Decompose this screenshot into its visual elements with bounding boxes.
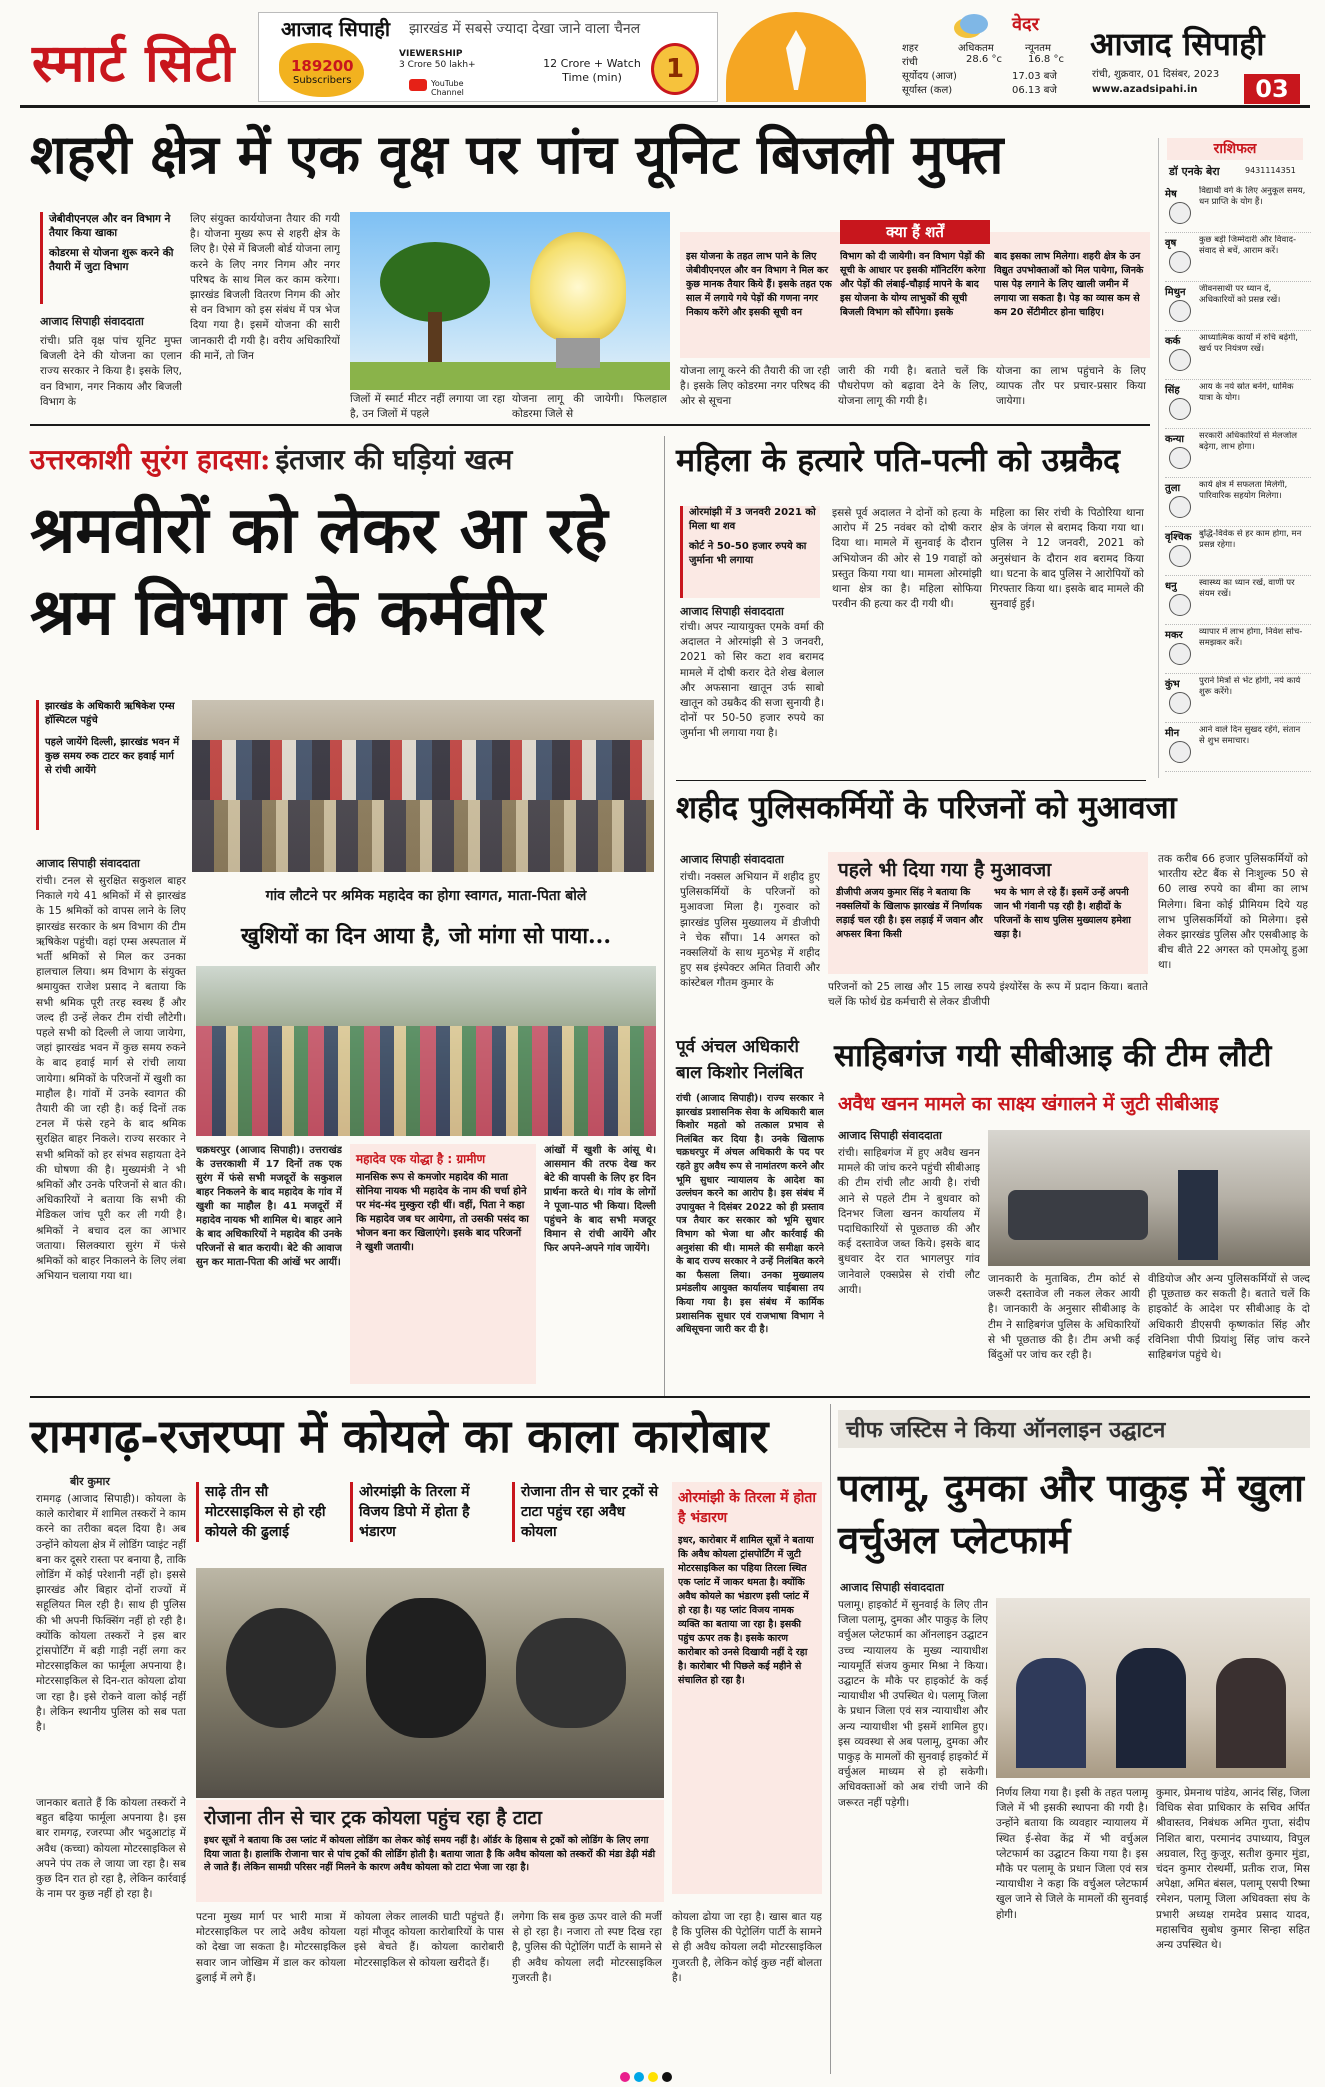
court-col-3: कुमार, प्रेमनाथ पांडेय, आनंद सिंह, जिला विधिक सेवा प्राधिकार के सचिव अर्पित श्रीवास्तव, निबंधक अमित गुप्ता, संदीप निशित बारा, परमानंद उपाध्याय, विपुल अग्रवाल, रितु कुजूर, सतीश कुमार मुंडा, चंदन कुमार रोस्थर्मी, प्रतीक राज, मिस अपेक्षा, अमित बंसल, पलामू एसपी रिष्मा रमेशन, पलामू जिला अधिवक्ता संघ के प्रभारी अध्यक्ष रामदेव प्रसाद यादव, महासचिव सुबोध कुमार सिन्हा सहित अन्य उपस्थित थे।	[1156, 1787, 1310, 1952]
rashi-text: आध्यात्मिक कार्यों में रुचि बढ़ेगी, खर्च पर नियंत्रण रखें।	[1199, 333, 1298, 354]
rashi-text: आने वाले दिन सुखद रहेंगे, संतान से शुभ समाचार।	[1199, 725, 1301, 746]
divider	[30, 424, 1150, 426]
divider	[676, 780, 1146, 781]
weather-min: 16.8 °c	[1028, 54, 1064, 65]
rashi-item	[1165, 282, 1311, 331]
purv-col: रांची (आजाद सिपाही)। राज्य सरकार ने झारखंड प्रशासनिक सेवा के अधिकारी बाल किशोर महतो को तत्काल प्रभाव से निलंबित कर दिया है। उनके खिलाफ चक्रधरपुर में अंचल अधिकारी के पद पर रहते हुए अवैध रूप से नामांतरण करने और भूमि सुधार न्यायालय के आदेश का उल्लंघन करने का आरोप है। इस संबंध में उपायुक्त ने दिसंबर 2022 को ही प्रस्ताव पत्र तैयार कर सरकार को भूमि सुधार विभाग को भेजा था और कार्रवाई की अनुशंसा की थी। मामले की समीक्षा करने के बाद राज्य सरकार ने उन्हें निलंबित करने का फैसला लिया। उनका मुख्यालय प्रमंडलीय आयुक्त कार्यालय चाईबासा तय किया गया है। इस संबंध में कार्मिक प्रशासनिक सुधार एवं राजभाषा विभाग ने अधिसूचना जारी कर दी है।	[676, 1093, 824, 1336]
rashi-item	[1165, 674, 1311, 723]
promo-brand: आजाद सिपाही	[281, 17, 391, 41]
lead-photo-caption-1: जिलों में स्मार्ट मीटर नहीं लगाया जा रहा है, उन जिलों में पहले	[350, 393, 505, 421]
coal-col-1: रामगढ़ (आजाद सिपाही)। कोयला के काले कारोबार में शामिल तस्करों ने काम करने का तरीका बदल दिया है। अब उन्होंने कोयला क्षेत्र में लोडिंग प्वाइंट नहीं बना कर दूसरे रास्ता पर बनाया है, ताकि लोडिंग में कोई परेशानी नहीं हो। इससे झारखंड और बिहार दोनों राज्यों में सहूलियत मिल रही है। साथ ही पुलिस की भी अपनी फिक्सिंग नहीं हो रही है। क्योंकि कोयला तस्करों ने इस बार ट्रांसपोर्टिंग में बड़ी गाड़ी नहीं लगा कर मोटरसाइकिल का फार्मूला अपनाया है। मोटरसाइकिल से दिन-रात कोयला ढोया जा रहा है। इसे रोकने वाला कोई नहीं है। लेकिन स्थानीय पुलिस को सब पता है।	[36, 1493, 186, 1734]
shart-box	[680, 223, 1150, 358]
section-title: स्मार्ट सिटी	[32, 33, 236, 94]
bulb-icon	[530, 232, 626, 342]
tunnel-headline: श्रमवीरों को लेकर आ रहे श्रम विभाग के कर्मवीर	[30, 493, 608, 650]
rashi-list	[1165, 184, 1311, 772]
channel-promo	[258, 12, 718, 102]
rashi-name: मिथुन	[1165, 287, 1186, 298]
rashi-text: जीवनसाथी पर ध्यान दें, अधिकारियों को प्रसन्न रखें।	[1199, 284, 1281, 305]
police-col-3: तक करीब 66 हजार पुलिसकर्मियों को भारतीय स्टेट बैंक से निःशुल्क 50 से 60 लाख रुपये का बीमा का लाभ मिलेगा। बिना कोई प्रीमियम दिये यह लाभ पुलिसकर्मियों को मिलेगा। इसे लेकर झारखंड पुलिस और एसबीआइ के बीच बीते 22 अगस्त को एमओयू हुआ था।	[1158, 853, 1308, 972]
rashi-item	[1165, 233, 1311, 282]
zodiac-icon	[1169, 741, 1191, 763]
police-inner-1: डीजीपी अजय कुमार सिंह ने बताया कि नक्सलियों के खिलाफ झारखंड में निर्णायक लड़ाई चल रही है। इस लड़ाई में जवान और अफसर बिना किसी	[836, 887, 983, 940]
mahadev-box	[350, 1144, 536, 1384]
cbi-sub: अवैध खनन मामले का साक्ष्य खंगालने में जुटी सीबीआइ	[838, 1093, 1219, 1115]
coal-sidebox	[672, 1482, 822, 1894]
tree-bulb-photo	[350, 212, 670, 390]
rashi-item	[1165, 184, 1311, 233]
subscribers-count: 189200	[291, 57, 354, 75]
rashi-name: धनु	[1165, 581, 1177, 592]
masthead	[20, 8, 1310, 108]
rashi-name: वृश्चिक	[1165, 532, 1192, 543]
lead-bottom-3: योजना का लाभ पहुंचाने के लिए व्यापक तौर पर प्रचार-प्रसार किया जायेगा।	[996, 365, 1146, 408]
rashi-name: मीन	[1165, 728, 1180, 739]
rashi-name: कुंभ	[1165, 679, 1180, 690]
rashi-text: बुद्धि-विवेक से हर काम होगा, मन प्रसन्न रहेगा।	[1199, 529, 1302, 550]
police-inner-box	[828, 852, 1148, 974]
police-inner-2: भय के भाग ले रहे हैं। इसमें उन्हें अपनी जान भी गंवानी पड़ रही है। शहीदों के परिजनों के साथ पुलिस मुख्यालय हमेशा खड़ा है।	[994, 887, 1131, 940]
court-inauguration-photo	[996, 1598, 1310, 1778]
mahadev-box-title: महादेव एक योद्धा है : ग्रामीण	[356, 1152, 486, 1166]
police-headline: शहीद पुलिसकर्मियों के परिजनों को मुआवजा	[676, 790, 1177, 826]
lead-highlight-box	[40, 212, 180, 304]
coal-point-2-text: ओरमांझी के तिरला में विजय डिपो में होता है भंडारण	[359, 1484, 470, 1540]
coal-point-3-text: रोजाना तीन से चार ट्रकों से टाटा पहुंच रहा अवैध कोयला	[521, 1484, 659, 1540]
workers-group-photo	[192, 700, 654, 872]
rashi-item	[1165, 527, 1311, 576]
rashi-text: कार्य क्षेत्र में सफलता मिलेगी, पारिवारिक सहयोग मिलेगा।	[1199, 480, 1288, 501]
youtube-label: YouTube Channel	[431, 79, 464, 97]
weather-city: रांची	[902, 57, 918, 68]
sun-cloud-icon	[960, 14, 988, 34]
promo-tagline: झारखंड में सबसे ज्यादा देखा जाने वाला चैनल	[409, 21, 641, 37]
rashi-item	[1165, 478, 1311, 527]
shart-3: बाद इसका लाभ मिलेगा। शहरी क्षेत्र के उन विद्युत उपभोक्ताओं को मिल पायेगा, जिनके पास पेड़ लगाने के लिए खाली जमीन में लगाया जा सकता है। पेड़ का व्यास कम से कम 20 सेंटीमीटर होना चाहिए।	[994, 251, 1144, 318]
dateline: रांची, शुक्रवार, 01 दिसंबर, 2023	[1092, 69, 1220, 80]
purv-headline: पूर्व अंचल अधिकारी बाल किशोर निलंबित	[676, 1037, 804, 1083]
lead-byline: आजाद सिपाही संवाददाता	[40, 315, 144, 328]
lead-col-1: रांची। प्रति वृक्ष पांच यूनिट मुफ्त बिजली देने की योजना का एलान राज्य सरकार ने किया है। इसके लिए, वन विभाग, नगर निकाय और बिजली विभाग के	[40, 335, 182, 408]
cbi-raid-photo	[988, 1130, 1310, 1266]
zodiac-icon	[1169, 300, 1191, 322]
zodiac-icon	[1169, 251, 1191, 273]
zodiac-icon	[1169, 496, 1191, 518]
sunrise-time: 17.03 बजे	[1012, 71, 1057, 82]
coal-point-1-text: साढ़े तीन सौ मोटरसाइकिल से हो रही कोयले की ढुलाई	[205, 1484, 326, 1540]
murder-col-3: महिला का सिर रांची के पिठोरिया थाना क्षेत्र के जंगल से बरामद किया गया था। पुलिस ने 12 जनवरी, 2021 को अनुसंधान के दौरान शव बरामद किया था। घटना के बाद पुलिस ने आरोपियों को गिरफ्तार किया था। इसके बाद मामले की सुनवाई हुई।	[990, 507, 1144, 611]
tunnel-byline: आजाद सिपाही संवाददाता	[36, 857, 140, 870]
rashi-name: मेष	[1165, 189, 1177, 200]
rashi-name: कर्क	[1165, 336, 1181, 347]
rashi-text: सरकारी अधिकारियों से मेलजोल बढ़ेगा, लाभ होगा।	[1199, 431, 1298, 452]
murder-byline: आजाद सिपाही संवाददाता	[680, 605, 784, 618]
tunnel-sub-col-1: चक्रधरपुर (आजाद सिपाही)। उत्तराखंड के उत्तरकाशी में 17 दिनों तक एक सुरंग में फंसे सभी मजदूरों के सकुशल बाहर निकलने के बाद महादेव के गांव में खुशी का माहौल है। 41 मजदूरों में महादेव नायक भी शामिल थे। बाहर आने के बाद अधिकारियों ने महादेव की उनके परिजनों से बात करायी। बेटे की आवाज सुन कर माता-पिता की आंखें भर आयीं।	[196, 1145, 342, 1268]
lead-highlight-2: कोडरमा से योजना शुरू करने की तैयारी में जुटा विभाग	[49, 247, 174, 273]
tunnel-sub-headline: खुशियों का दिन आया है, जो मांगा सो पाया...	[240, 923, 611, 949]
coal-sidebox-text: इधर, कारोबार में शामिल सूत्रों ने बताया कि अवैध कोयला ट्रांसपोर्टिंग में जुटी मोटरसाइकिल का पहिया तिरला स्थित एक प्लांट में जाकर थमता है। क्योंकि अवैध कोयले का भंडारण इसी प्लांट में हो रहा है। यह प्लांट विजय नामक व्यक्ति का बताया जा रहा है। इसकी पहुंच ऊपर तक है। इसके कारण कारोबार को उनसे दिखायी नहीं दे रहा है। कारोबार भी पिछले कई महीने से संचालित हो रहा है।	[678, 1535, 814, 1686]
zodiac-icon	[1169, 398, 1191, 420]
police-col-2: परिजनों को 25 लाख और 15 लाख रुपये इंश्योरेंस के रूप में प्रदान किया। बताते चलें कि फोर्थ ग्रेड कर्मचारी से लेकर डीजीपी	[828, 981, 1148, 1009]
weather-head-1: शहर	[902, 43, 919, 54]
rashi-text: स्वास्थ्य का ध्यान रखें, वाणी पर संयम रखें।	[1199, 578, 1295, 599]
lead-highlight-1: जेबीवीएनएल और वन विभाग ने तैयार किया खाका	[49, 213, 171, 239]
murder-highlights	[680, 506, 820, 598]
rashi-item	[1165, 380, 1311, 429]
coal-bottom-1: पटना मुख्य मार्ग पर भारी मात्रा में मोटरसाइकिल पर लादे अवैध कोयला को देखा जा सकता है। मोटरसाइकिल सवार जान जोखिम में डाल कर कोयला ढुलाई में लगे हैं।	[196, 1911, 346, 1984]
column-rule	[664, 436, 665, 1396]
divider	[30, 1396, 1310, 1398]
rashi-name: सिंह	[1165, 385, 1180, 396]
coal-bicycle-photo	[196, 1568, 664, 1798]
police-col-1: रांची। नक्सल अभियान में शहीद हुए पुलिसकर्मियों के परिजनों को मुआवजा मिला है। गुरुवार को झारखंड पुलिस मुख्यालय में डीजीपी ने चेक सौंपा। 14 अगस्त को नक्सलियों के साथ मुठभेड़ में शहीद हुए सब इंस्पेक्टर अमित तिवारी और कांस्टेबल गौतम कुमार के	[680, 871, 820, 990]
lead-headline: शहरी क्षेत्र में एक वृक्ष पर पांच यूनिट बिजली मुफ्त	[30, 122, 1004, 186]
coal-side-bottom: कोयला ढोया जा रहा है। खास बात यह है कि पुलिस की पेट्रोलिंग पार्टी के सामने से ही अवैध कोयला लदी मोटरसाइकिल गुजरती है, लेकिन कोई कुछ नहीं बोलता है।	[672, 1911, 822, 1984]
coal-headline: रामगढ़-रजरप्पा में कोयले का काला कारोबार	[30, 1409, 769, 1463]
rashi-text: कुछ बड़ी जिम्मेदारी और विवाद-संवाद से बचें, आराम करें।	[1199, 235, 1297, 256]
weather-max: 28.6 °c	[966, 54, 1002, 65]
rashi-item	[1165, 576, 1311, 625]
rashifal-title: राशिफल	[1167, 138, 1303, 160]
rashi-name: कन्या	[1165, 434, 1185, 445]
coal-point-2	[350, 1482, 500, 1542]
viewership-value: 3 Crore 50 lakh+	[399, 60, 476, 70]
lead-bottom-2: जारी की गयी है। बताते चलें कि पौधरोपण को बढ़ावा देने के लिए, योजना लागू की गयी है।	[838, 365, 988, 408]
zodiac-icon	[1169, 692, 1191, 714]
murder-headline: महिला के हत्यारे पति-पत्नी को उम्रकैद	[676, 441, 1121, 479]
rashifal-panel	[1158, 138, 1310, 778]
coal-point-3	[512, 1482, 662, 1542]
shart-title: क्या हैं शर्तें	[840, 220, 990, 244]
weather-head-2: अधिकतम	[958, 43, 994, 54]
rashi-item	[1165, 723, 1311, 772]
youtube-icon	[409, 79, 427, 91]
coal-photo-headline: रोजाना तीन से चार ट्रक कोयला पहुंच रहा है टाटा	[204, 1807, 542, 1829]
zodiac-icon	[1169, 202, 1191, 224]
paper-name: आजाद सिपाही	[1090, 25, 1265, 63]
zodiac-icon	[1169, 545, 1191, 567]
rashi-text: विद्यार्थी वर्ग के लिए अनुकूल समय, धन प्राप्ति के योग हैं।	[1199, 186, 1306, 207]
lead-photo-caption-2: योजना लागू की जायेगी। फिलहाल कोडरमा जिले से	[512, 393, 667, 421]
zodiac-icon	[1169, 643, 1191, 665]
rashi-name: तुला	[1165, 483, 1181, 494]
tunnel-highlights	[36, 700, 184, 830]
rashi-text: आय के नये स्रोत बनेंगे, धार्मिक यात्रा के योग।	[1199, 382, 1294, 403]
murder-highlight-2: कोर्ट ने 50-50 हजार रुपये का जुर्माना भी लगाया	[689, 541, 807, 566]
coal-point-1	[196, 1482, 336, 1542]
zodiac-icon	[1169, 594, 1191, 616]
cbi-headline: साहिबगंज गयी सीबीआइ की टीम लौटी	[834, 1038, 1272, 1074]
weather-box	[900, 10, 1080, 102]
coal-photo-box	[196, 1800, 664, 1902]
court-headline: पलामू, दुमका और पाकुड़ में खुला वर्चुअल प्लेटफार्म	[838, 1465, 1304, 1562]
tree-icon	[380, 242, 490, 322]
lead-bottom-1: योजना लागू करने की तैयारी की जा रही है। इसके लिए कोडरमा नगर परिषद की ओर से सूचना	[680, 365, 830, 408]
shart-2: विभाग को दी जायेगी। वन विभाग पेड़ों की सूची के आधार पर इसकी मॉनिटरिंग करेगा और पेड़ों की लंबाई-चौड़ाई मापने के बाद इस योजना के योग्य लाभुकों की सूची बिजली विभाग को सौंपेगा। इसके	[840, 251, 986, 318]
weather-title: वेदर	[1012, 14, 1039, 35]
cbi-col-1: रांची। साहिबगंज में हुए अवैध खनन मामले की जांच करने पहुंची सीबीआइ की टीम रांची लौट आयी है। रांची आने से पहले टीम ने बुधवार को दिनभर जिला खनन कार्यालय में पदाधिकारियों से पूछताछ की और कई दस्तावेज जब्त किये। इसके बाद बुधवार देर रात भागलपुर गांव जानेवाले एक्सप्रेस से रांची लौट आयी।	[838, 1147, 980, 1296]
rashi-name: मकर	[1165, 630, 1183, 641]
court-col-1: पलामू। हाइकोर्ट में सुनवाई के लिए तीन जिला पलामू, दुमका और पाकुड़ के लिए वर्चुअल प्लेटफार्म का ऑनलाइन उद्घाटन उच्च न्यायालय के मुख्य न्यायाधीश न्यायमूर्ति संजय कुमार मिश्रा ने किया। उद्घाटन के मौके पर हाइकोर्ट के कई न्यायाधीश भी उपस्थित थे। पलामू जिला के प्रधान जिला एवं सत्र न्यायाधीश और अन्य न्यायाधीश भी इसमें शामिल हुए। इस व्यवस्था से अब पलामू, दुमका और पाकुड़ के मामलों की सुनवाई हाइकोर्ट में वर्चुअल माध्यम से हो सकेगी। अधिवक्ताओं को अब रांची जाने की जरूरत नहीं पड़ेगी।	[838, 1599, 988, 1809]
court-kicker: चीफ जस्टिस ने किया ऑनलाइन उद्घाटन	[838, 1410, 1310, 1448]
tunnel-photo-caption: गांव लौटने पर श्रमिक महादेव का होगा स्वागत, माता-पिता बोले	[265, 888, 587, 904]
mahadev-box-text: मानसिक रूप से कमजोर महादेव की माता सोनिया नायक भी महादेव के नाम की चर्चा होने पर मंद-मंद मुस्कुरा रही थीं। वहीं, पिता ने कहा कि महादेव जब घर आयेगा, तो उसकी पसंद का भोजन बना कर खिलाएंगे। इसके बाद परिजनों ने खुशी जतायी।	[356, 1172, 529, 1253]
police-byline: आजाद सिपाही संवाददाता	[680, 853, 784, 866]
zodiac-icon	[1169, 447, 1191, 469]
astrologer-name: डॉ एनके बेरा	[1169, 165, 1220, 178]
pen-nib-logo	[726, 12, 866, 102]
murder-col-2: इससे पूर्व अदालत ने दोनों को हत्या के आरोप में 25 नवंबर को दोषी करार दिया था। मामले में सुनवाई के दौरान अभियोजन की ओर से 19 गवाहों को प्रस्तुत किया गया था। मामला ओरमांझी थाना क्षेत्र का है। महिला सोफिया परवीन की हत्या कर दी गयी थी।	[832, 507, 982, 611]
rashi-name: वृष	[1165, 238, 1177, 249]
tunnel-sub-col-3: आंखों में खुशी के आंसू थे। आसमान की तरफ देख कर बेटे की वापसी के लिए हर दिन प्रार्थना करते थे। गांव के लोगों ने पूजा-पाठ भी किया। दिल्ली पहुंचने के बाद सभी मजदूर विमान से रांची आयेंगे और फिर अपने-अपने गांव जायेंगे।	[544, 1145, 656, 1254]
column-rule	[830, 1404, 831, 2074]
tunnel-highlight-1: झारखंड के अधिकारी ऋषिकेश एम्स हॉस्पिटल पहुंचे	[45, 701, 175, 726]
shart-1: इस योजना के तहत लाभ पाने के लिए जेबीवीएनएल और वन विभाग ने मिल कर कुछ मानक तैयार किये हैं। इसके तहत एक साल में लगाये गये पेड़ों की गणना नगर निकाय करेंगे और इसकी सूची वन	[686, 251, 832, 318]
village-celebration-photo	[196, 966, 656, 1136]
lead-col-2: लिए संयुक्त कार्ययोजना तैयार की गयी है। योजना मुख्य रूप से शहरी क्षेत्र के लिए है। ऐसे में बिजली बोर्ड योजना लागू करने के लिए नगर निगम और नगर परिषद के साथ मिल कर काम करेगा। झारखंड बिजली वितरण निगम की ओर से वन विभाग को इस संबंध में पत्र भेज दिया गया है। इसमें योजना की सारी जानकारी दी गयी है। वरीय अधिकारियों की मानें, तो जिन	[190, 213, 340, 362]
coal-bottom-3: लगेगा कि सब कुछ ऊपर वाले की मर्जी से हो रहा है। नजारा तो स्पष्ट दिख रहा है, पुलिस की पेट्रोलिंग पार्टी के सामने से ही अवैध कोयला लदी मोटरसाइकिल गुजरती है।	[512, 1911, 662, 1984]
website: www.azadsipahi.in	[1092, 84, 1198, 95]
cbi-byline: आजाद सिपाही संवाददाता	[838, 1129, 942, 1142]
court-byline: आजाद सिपाही संवाददाता	[840, 1581, 944, 1594]
weather-head-3: न्यूनतम	[1025, 43, 1051, 54]
sunrise-label: सूर्योदय (आज)	[902, 71, 957, 82]
tunnel-highlight-2: पहले जायेंगे दिल्ली, झारखंड भवन में कुछ समय रुक टाटर कर हवाई मार्ग से रांची आयेंगे	[45, 737, 180, 776]
coal-sidebox-title: ओरमांझी के तिरला में होता है भंडारण	[678, 1490, 816, 1526]
subscribers-label: Subscribers	[293, 75, 352, 86]
color-registration-bar	[0, 2072, 1325, 2082]
zodiac-icon	[1169, 349, 1191, 371]
award-badge	[651, 43, 699, 95]
coal-photo-text: इधर सूत्रों ने बताया कि उस प्लांट में कोयला लोडिंग का लेकर कोई समय नहीं है। ऑर्डर के हिसाब से ट्रकों को लोडिंग के लिए लगा दिया जाता है। हालांकि रोजाना चार से पांच ट्रकों की लोडिंग होती है। बताया जाता है कि अवैध कोयला को तस्करों की मंडा डेढ़ी मंडी ले जाते हैं। लेकिन सामग्री परिसर नहीं मिलने के कारण अवैध कोयला को टाटा भेजा जा रहा है।	[204, 1835, 656, 1873]
rashi-text: व्यापार में लाभ होगा, निवेश सोच-समझकर करें।	[1199, 627, 1303, 648]
astrologer-phone: 9431114351	[1245, 166, 1296, 175]
viewership-label: VIEWERSHIP	[399, 49, 463, 59]
award-number: 1	[665, 54, 685, 84]
police-inner-title: पहले भी दिया गया है मुआवजा	[838, 859, 1052, 881]
court-col-2: निर्णय लिया गया है। इसी के तहत पलामू जिले में भी इसकी स्थापना की गयी है। उन्होंने बताया कि व्यवहार न्यायालय में स्थित ई-सेवा केंद्र में भी वर्चुअल प्लेटफार्म का उद्घाटन किया गया है। इस मौके पर पलामू के प्रधान जिला एवं सत्र न्यायाधीश ने कहा कि वर्चुअल प्लेटफार्म खुल जाने से जिले के मामलों की सुनवाई होगी।	[996, 1787, 1148, 1921]
murder-highlight-1: ओरमांझी में 3 जनवरी 2021 को मिला था शव	[689, 507, 816, 532]
tunnel-kicker-rest: इंतजार की घड़ियां खत्म	[275, 443, 513, 476]
rashi-item	[1165, 331, 1311, 380]
cbi-col-2: जानकारी के मुताबिक, टीम कोर्ट से जरूरी दस्तावेज ली नकल लेकर आयी है। जानकारी के अनुसार सीबीआइ के टीम ने साहिबगंज पुलिस के अधिकारियों से भी पूछताछ की है। टीम अभी कई बिंदुओं पर जांच कर रही है।	[988, 1273, 1140, 1362]
coal-col-1-more: जानकार बताते हैं कि कोयला तस्करों ने बहुत बढ़िया फार्मूला अपनाया है। इस बार रामगढ़, रजरप्पा और भदुआटांड़ में अवैध (कच्चा) कोयला मोटरसाइकिल से अपने पंप तक ले जाया जा रहा है। सब कुछ दिन रात हो रहा है, लेकिन कार्रवाई के नाम पर कुछ नहीं हो रहा है।	[36, 1797, 186, 1901]
tunnel-col-1: रांची। टनल से सुरक्षित सकुशल बाहर निकाले गये 41 श्रमिकों में से झारखंड के 15 श्रमिकों को वापस लाने के लिए झारखंड सरकार के श्रम विभाग की टीम ऋषिकेश पहुंची। वहां एम्स अस्पताल में भर्ती श्रमिकों से मिल कर उनका हालचाल लिया। श्रम विभाग के संयुक्त श्रमायुक्त राजेश प्रसाद ने बताया कि सभी श्रमिक पूरी तरह स्वस्थ हैं और जल्द ही उन्हें लेकर टीम रांची लौटेगी। पहले सभी को दिल्ली ले जाया जायेगा, जहां झारखंड भवन में कुछ समय रुकने के बाद हवाई मार्ग से रांची लाया जायेगा। श्रमिकों के परिजनों में खुशी का माहौल है। गांवों में उनके स्वागत की तैयारी की जा रही है। कई दिनों तक टनल में फंसे रहने के बाद श्रमिक सुरक्षित बाहर निकले। राज्य सरकार ने सभी श्रमिकों को हर संभव सहायता देने की घोषणा की है। मुख्यमंत्री ने भी श्रमिकों और उनके परिजनों से बात की। अधिकारियों ने बताया कि सभी की मेडिकल जांच पूरी कर ली गयी है। श्रमिकों ने बचाव दल का आभार जताया। सिलक्यारा सुरंग में फंसे श्रमिकों को बाहर निकालने के लिए लंबा अभियान चलाया गया था।	[36, 875, 186, 1283]
rashi-text: पुराने मित्रों से भेंट होगी, नये कार्य शुरू करेंगे।	[1199, 676, 1301, 697]
sunset-time: 06.13 बजे	[1012, 85, 1057, 96]
coal-byline: बीर कुमार	[70, 1475, 110, 1488]
tunnel-kicker-line	[30, 440, 650, 478]
murder-col-1: रांची। अपर न्यायायुक्त एमके वर्मा की अदालत ने ओरमांझी से 3 जनवरी, 2021 को सिर कटा शव बरामद मामले में दोषी करार देते शेख बेलाल और अफसाना खातून उर्फ साबो खातून को उम्रकैद की सजा सुनायी है। दोनों पर 50-50 हजार रुपये का जुर्माना भी लगाया गया है।	[680, 621, 824, 740]
tunnel-kicker: उत्तरकाशी सुरंग हादसा:	[30, 443, 271, 476]
watch-time: 12 Crore + Watch Time (min)	[543, 57, 641, 84]
page-number: 03	[1244, 74, 1300, 104]
coal-bottom-2: कोयला लेकर लालकी घाटी पहुंचते हैं। यहां मौजूद कोयला कारोबारियों के पास इसे बेचते हैं। कोयला कारोबारी मोटरसाइकिल से कोयला खरीदते हैं।	[354, 1911, 504, 1969]
sunset-label: सूर्यास्त (कल)	[902, 85, 953, 96]
rashi-item	[1165, 429, 1311, 478]
rashi-item	[1165, 625, 1311, 674]
cbi-col-3: वीडियोज और अन्य पुलिसकर्मियों से जल्द ही पूछताछ कर सकती है। बताते चलें कि हाइकोर्ट के आदेश पर सीबीआइ के दो अधिकारी डीएसपी कृष्णकांत सिंह और रविनिशा पीपी प्रियांशु सिंह जांच करने साहिबगंज पहुंचे थे।	[1148, 1273, 1310, 1362]
